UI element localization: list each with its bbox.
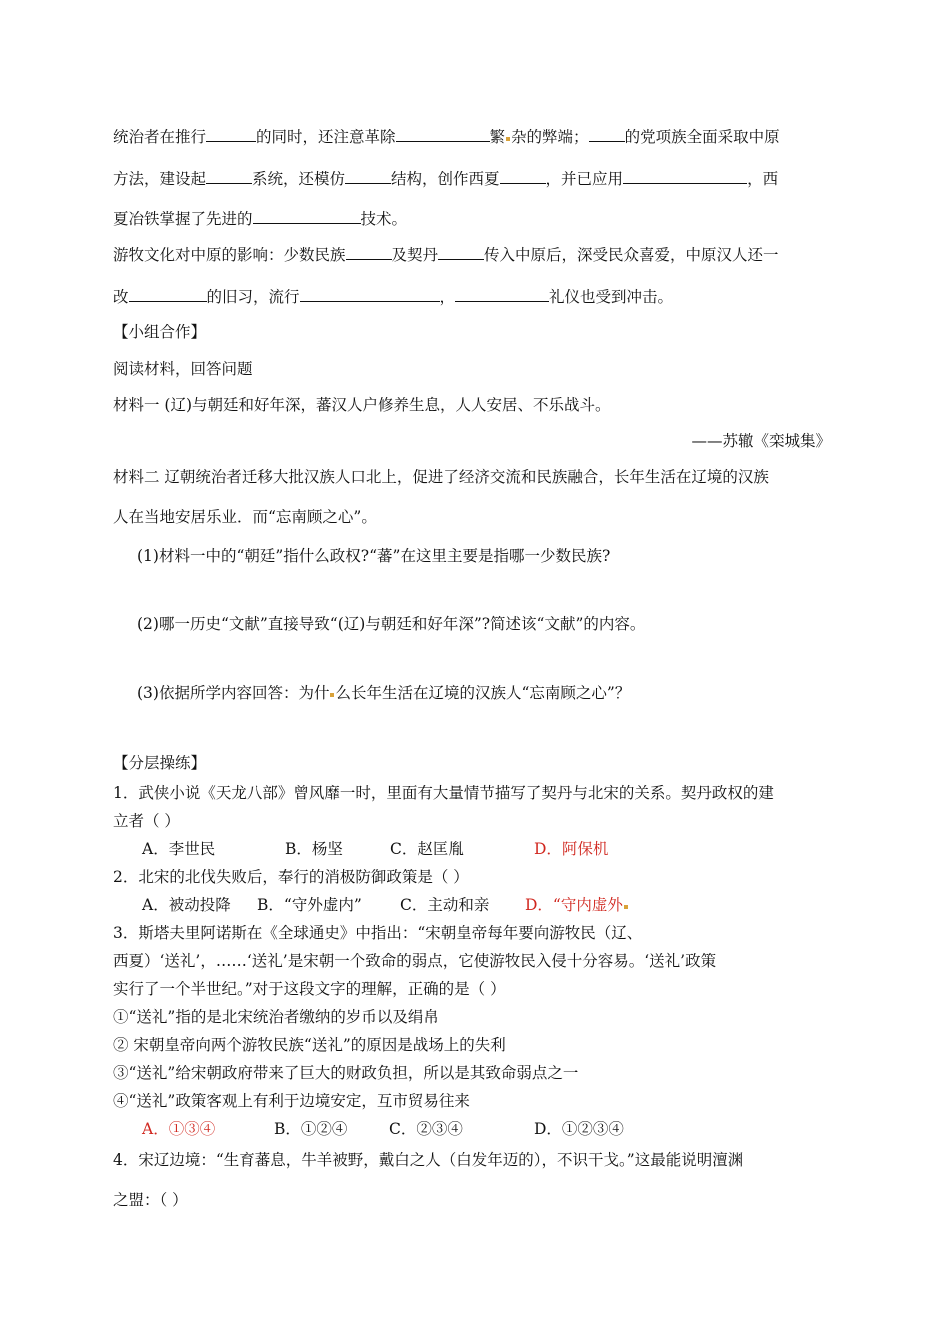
question-3	[137, 682, 630, 704]
blank[interactable]	[129, 286, 207, 302]
option-b[interactable]: B．①②④	[274, 1120, 348, 1138]
option-b[interactable]: B．“守外虚内”	[257, 896, 362, 914]
practice-q2: 2．北宋的北伐失败后，奉行的消极防御政策是（ ）	[113, 868, 469, 886]
option-a[interactable]: A．被动投降	[142, 896, 231, 914]
text: 系统，还模仿	[252, 170, 346, 188]
text: 技术。	[360, 210, 408, 228]
mark-dot	[506, 137, 510, 141]
text: 统治者在推行	[113, 128, 207, 146]
text: 传入中原后，深受民众喜爱，中原汉人还一	[484, 246, 779, 264]
text: 杂的弊端；	[511, 128, 589, 146]
option-d-answer[interactable]: D．“守内虚外	[525, 896, 623, 914]
section-heading-practice: 【分层操练】	[113, 754, 207, 772]
question-2: (2)哪一历史“文献”直接导致“(辽)与朝廷和好年深”?简述该“文献”的内容。	[137, 615, 646, 633]
text: 的同时，还注意革除	[256, 128, 396, 146]
text: ，西	[747, 170, 779, 188]
blank[interactable]	[346, 244, 392, 260]
blank[interactable]	[396, 126, 490, 142]
text: 改	[113, 288, 129, 306]
practice-q4-line-2: 之盟：（ ）	[113, 1191, 188, 1209]
option-c[interactable]: C．②③④	[389, 1120, 463, 1138]
text: 及契丹	[391, 246, 439, 264]
material-two-line-2: 人在当地安居乐业．而“忘南顾之心”。	[113, 508, 377, 526]
statement-2: ② 宋朝皇帝向两个游牧民族“送礼”的原因是战场上的失利	[113, 1036, 506, 1054]
practice-q3-line-1: 3．斯塔夫里阿诺斯在《全球通史》中指出：“宋朝皇帝每年要向游牧民（辽、	[113, 924, 643, 942]
blank[interactable]	[623, 168, 747, 184]
section-heading-group: 【小组合作】	[113, 323, 207, 341]
intro-line-1	[113, 126, 780, 148]
option-c[interactable]: C．赵匡胤	[390, 840, 464, 858]
statement-4: ④“送礼”政策客观上有利于边境安定，互市贸易往来	[113, 1092, 470, 1110]
practice-q3-options	[142, 1118, 624, 1140]
question-1: (1)材料一中的“朝廷”指什么政权?“蕃”在这里主要是指哪一少数民族?	[137, 547, 611, 565]
text: 夏冶铁掌握了先进的	[113, 210, 253, 228]
practice-q3-line-3: 实行了一个半世纪。”对于这段文字的理解，正确的是（ ）	[113, 980, 506, 998]
blank[interactable]	[589, 126, 625, 142]
text: 的旧习，流行	[206, 288, 300, 306]
intro-line-5	[113, 286, 673, 308]
blank[interactable]	[206, 168, 252, 184]
intro-line-2	[113, 168, 778, 190]
blank[interactable]	[253, 208, 361, 224]
practice-q4-line-1: 4．宋辽边境：“生育蕃息，牛羊被野，戴白之人（白发年迈的），不识干戈。”这最能说明澶渊	[113, 1151, 744, 1169]
practice-q1-line-2: 立者（ ）	[113, 812, 180, 830]
text: (3)依据所学内容回答：为什	[137, 684, 330, 702]
option-a-answer[interactable]: A．①③④	[142, 1120, 216, 1138]
blank[interactable]	[438, 244, 484, 260]
mark-dot	[624, 905, 628, 909]
practice-q3-line-2: 西夏）‘送礼’，……‘送礼’是宋朝一个致命的弱点，它使游牧民入侵十分容易。‘送礼’政策	[113, 952, 717, 970]
material-one: 材料一 (辽)与朝廷和好年深，蕃汉人户修养生息，人人安居、不乐战斗。	[113, 396, 611, 414]
text: ，并已应用	[545, 170, 624, 188]
practice-q1-line-1: 1．武侠小说《天龙八部》曾风靡一时，里面有大量情节描写了契丹与北宋的关系。契丹政权的建	[113, 784, 774, 802]
blank[interactable]	[500, 168, 546, 184]
practice-q2-options	[142, 894, 629, 916]
text: 结构，创作西夏	[391, 170, 500, 188]
text: 么长年生活在辽境的汉族人“忘南顾之心”？	[335, 684, 631, 702]
intro-line-3	[113, 208, 407, 230]
text: 礼仪也受到冲击。	[549, 288, 674, 306]
statement-3: ③“送礼”给宋朝政府带来了巨大的财政负担，所以是其致命弱点之一	[113, 1064, 579, 1082]
text: 方法，建设起	[113, 170, 207, 188]
mark-dot	[330, 693, 334, 697]
option-a[interactable]: A．李世民	[142, 840, 216, 858]
option-d-answer[interactable]: D．阿保机	[534, 840, 609, 858]
instruction: 阅读材料，回答问题	[113, 360, 253, 378]
text: 繁	[489, 128, 506, 146]
material-one-source: ——苏辙《栾城集》	[691, 432, 831, 450]
material-two-line-1: 材料二 辽朝统治者迁移大批汉族人口北上，促进了经济交流和民族融合，长年生活在辽境的汉族	[113, 468, 769, 486]
text: ，	[439, 288, 456, 306]
blank[interactable]	[300, 286, 440, 302]
text: 的党项族全面采取中原	[624, 128, 780, 146]
blank[interactable]	[206, 126, 256, 142]
blank[interactable]	[345, 168, 391, 184]
option-c[interactable]: C．主动和亲	[400, 896, 490, 914]
statement-1: ①“送礼”指的是北宋统治者缴纳的岁币以及绢帛	[113, 1008, 439, 1026]
option-d[interactable]: D．①②③④	[534, 1120, 624, 1138]
blank[interactable]	[455, 286, 549, 302]
text: 游牧文化对中原的影响：少数民族	[113, 246, 346, 264]
option-b[interactable]: B．杨坚	[285, 840, 343, 858]
intro-line-4	[113, 244, 779, 266]
practice-q1-options	[142, 838, 608, 860]
